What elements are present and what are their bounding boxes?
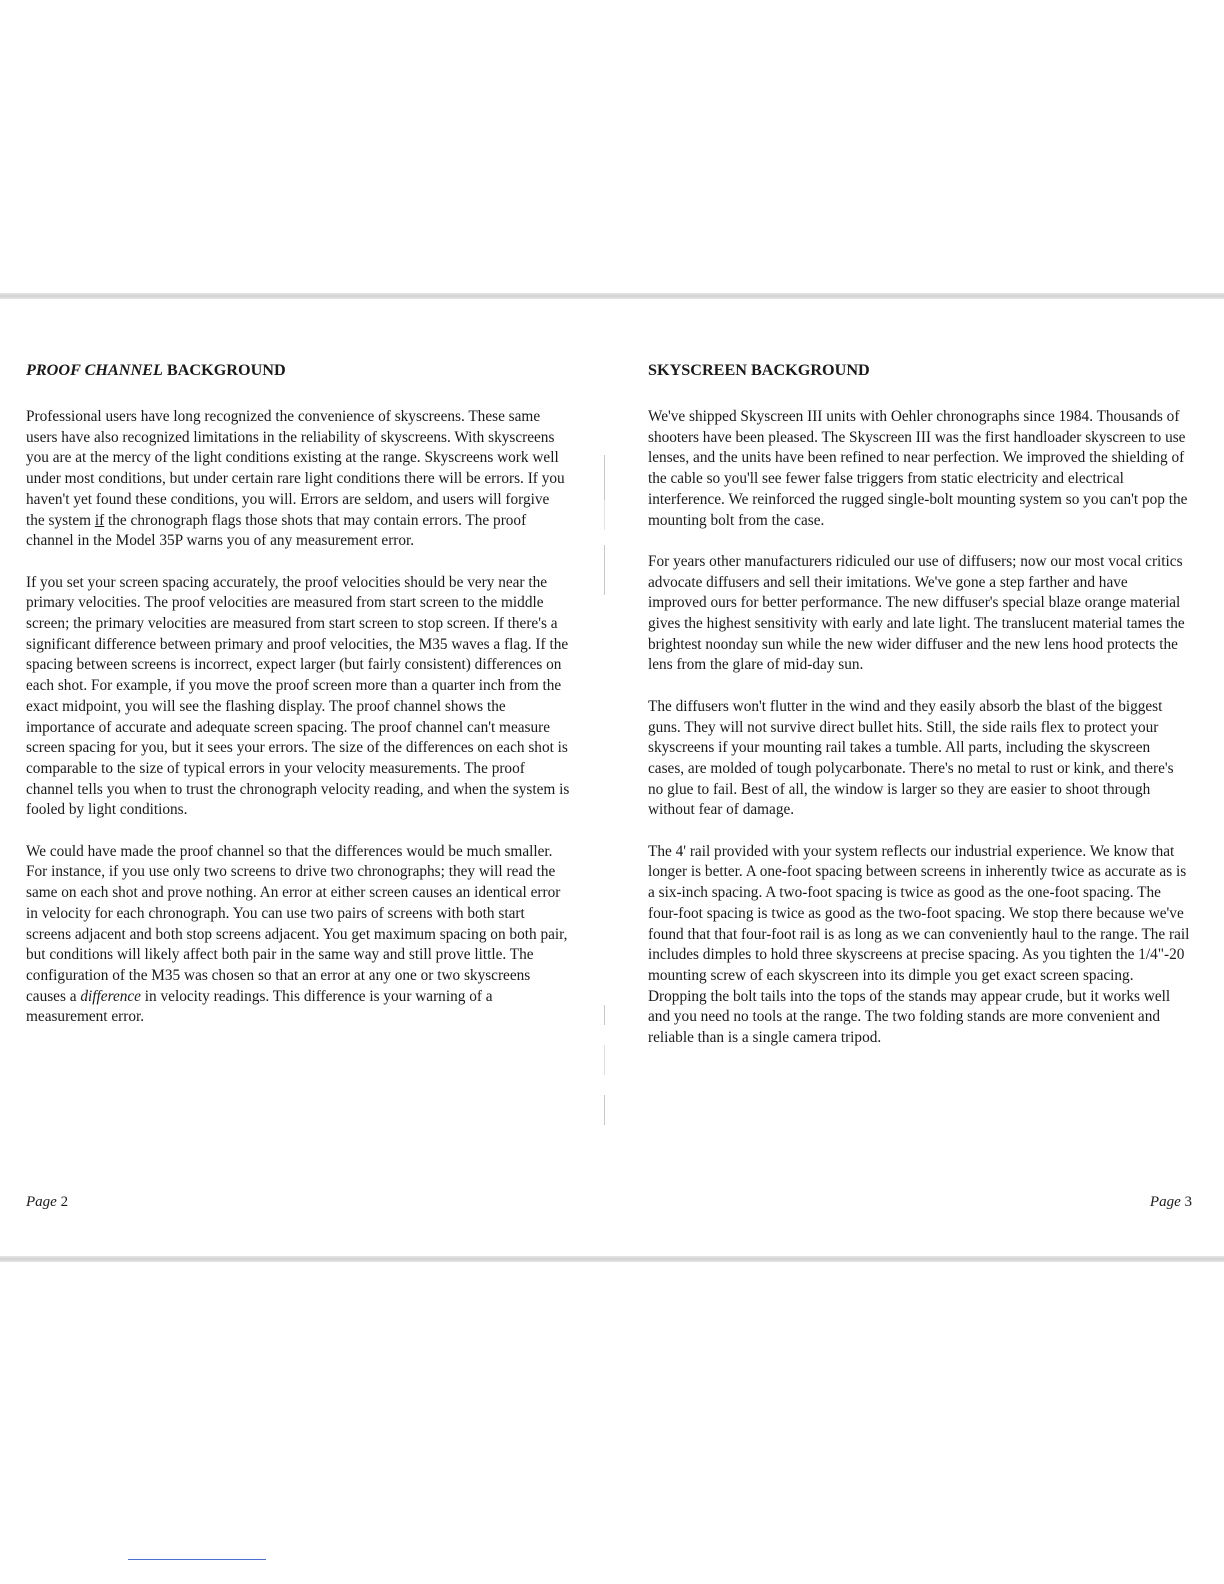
fold-mark [604,545,605,595]
page-label: Page [1149,1194,1181,1210]
page-number-value: 3 [1184,1194,1192,1210]
paragraph-text: in velocity readings. This difference is your warning of a measurement error. [26,987,493,1026]
paragraph: The 4' rail provided with your system reflects our industrial experience. We know that longer is better. A one-foot spacing between screens in inherently twice as accurate as is a six-inch spacing. A two-foot spacing is twice as good as the one-foot spacing. The four-foot spacing is twice as good as the two-foot spacing. We stop there because we've found that that four-foot rail is as long as we can conveniently haul to the range. The rail includes dimples to hold three skyscreens at precise spacing. As you tighten the 1/4"-20 mounting screw of each skyscreen into its dimple you get exact screen spacing. Dropping the bolt tails into the tops of the stands may appear crude, but it works well and you need no tools at the range. The two folding stands are more convenient and reliable than is a single camera tripod. [648,842,1190,1047]
page-number-left [26,1192,68,1212]
right-page [648,356,1190,1069]
page-number-right [1100,1192,1192,1212]
fold-mark [604,455,605,500]
underlined-word: if [94,511,105,529]
fold-mark [604,500,605,530]
left-page [26,356,571,1049]
scan-edge-bottom [0,1256,1224,1262]
heading-rest: BACKGROUND [166,361,286,379]
fold-mark [604,1095,605,1125]
paragraph-text: Professional users have long recognized the convenience of skyscreens. These same users have also recognized limitations in the reliability of skyscreens. With skyscreens you are at the mercy of the light conditions existing at the range. Skyscreens work well under most conditions, but under certain rare light conditions there will be errors. If you haven't yet found these conditions, you will. Errors are seldom, and users will forgive the system [26,408,565,529]
scan-edge-top [0,293,1224,299]
skyscreen-heading: SKYSCREEN BACKGROUND [648,361,870,379]
paragraph: The diffusers won't flutter in the wind and they easily absorb the blast of the biggest guns. They will not survive direct bullet hits. Still, the side rails flex to protect your skyscreens if your mounting rail takes a tumble. All parts, including the skyscreen cases, are molded of tough polycarbonate. There's no metal to rust or kink, and there's no glue to fail. Best of all, the window is larger so they are easier to shoot through without fear of damage. [648,697,1174,819]
paragraph: We've shipped Skyscreen III units with Oehler chronographs since 1984. Thousands of shooters have been pleased. The Skyscreen III was the first handloader skyscreen to use lenses, and the units have been refined to near perfection. We improved the shielding of the cable so you'll see fewer false triggers from static electricity and electrical interference. We reinforced the rugged single-bolt mounting system so you can't pop the mounting bolt from the case. [648,408,1188,529]
paragraph [26,407,571,552]
heading-italic: PROOF CHANNEL [26,361,163,379]
paragraph [26,842,571,1028]
fold-mark [604,1005,605,1025]
paragraph-text: We could have made the proof channel so that the differences would be much smaller. For instance, if you use only two screens to drive two chronographs; they will read the same on each shot and prove nothing. An error at either screen causes an identical error in velocity for each chronograph. You can use two pairs of screens with both start screens adjacent and both stop screens adjacent. You get maximum spacing on both pair, but conditions will likely affect both pair in the same way and still prove little. The configuration of the M35 was chosen so that an error at any one or two skyscreens causes a [26,842,568,1005]
page-label: Page [26,1194,57,1210]
paragraph-text: the chronograph flags those shots that may contain errors. The proof channel in the Model 35P warns you of any measurement error. [26,511,527,550]
italic-word: difference [80,987,141,1005]
proof-channel-heading [26,356,571,384]
fold-mark [604,1045,605,1075]
page-number-value: 2 [60,1194,69,1210]
paragraph: For years other manufacturers ridiculed our use of diffusers; now our most vocal critics advocate diffusers and sell their imitations. We've gone a step farther and have improved ours for better performance. The new diffuser's special blaze orange material gives the highest sensitivity with early and late light. The translucent material tames the brightest noonday sun while the new wider diffuser and the new lens hood protects the lens from the glare of mid-day sun. [648,552,1185,674]
paragraph: If you set your screen spacing accurately, the proof velocities should be very near the primary velocities. The proof velocities are measured from start screen to the middle screen; the primary velocities are measured from start screen to stop screen. If there's a significant difference between primary and proof velocities, the M35 waves a flag. If the spacing between screens is incorrect, expect larger (but fairly consistent) differences on each shot. For example, if you move the proof screen more than a quarter inch from the exact midpoint, you will see the flashing display. The proof channel shows the importance of accurate and adequate screen spacing. The proof channel can't measure screen spacing for you, but it sees your errors. The size of the differences on each shot is comparable to the size of typical errors in your velocity measurements. The proof channel tells you when to trust the chronograph velocity reading, and when the system is fooled by light conditions. [26,573,570,819]
blue-underline-mark [128,1559,266,1560]
